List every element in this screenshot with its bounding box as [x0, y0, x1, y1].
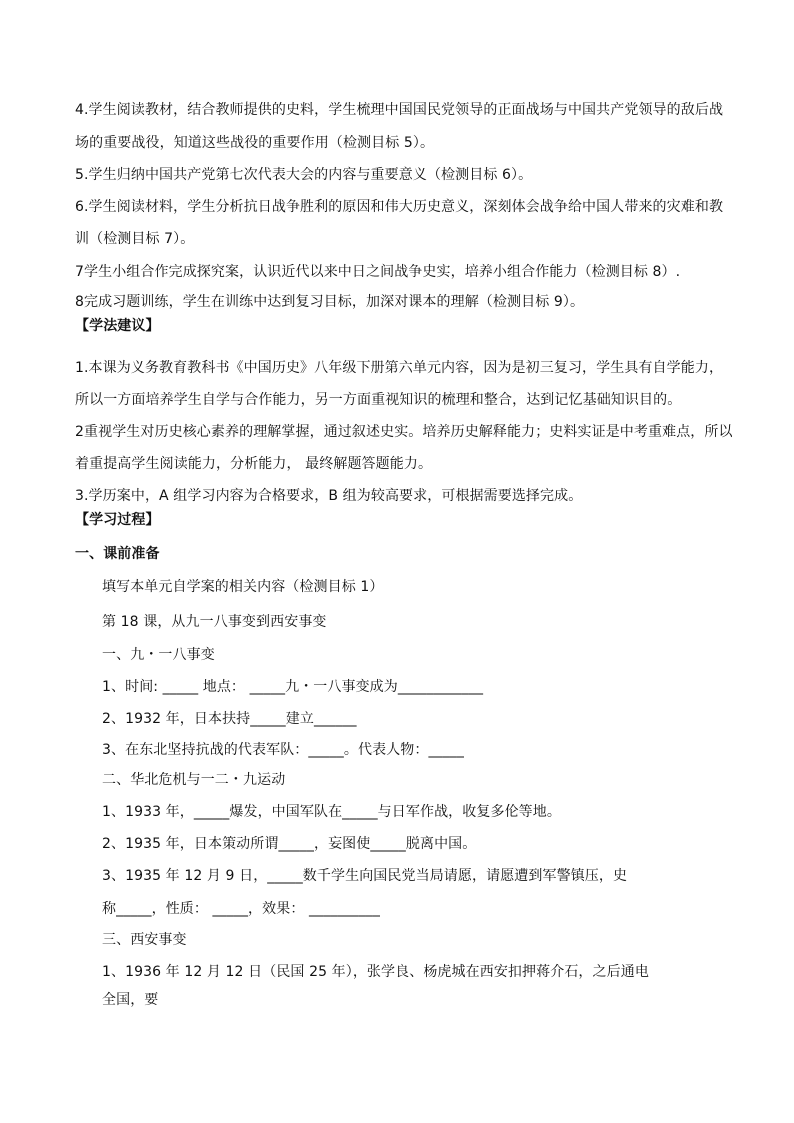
part-1-question-1: 1、时间: _____ 地点： _____九・一八事变成为____________	[102, 679, 484, 695]
method-1-line-2: 所以一方面培养学生自学与合作能力，另一方面重视知识的梳理和整合，达到记忆基础知识目的。	[75, 392, 682, 408]
objective-7: 7学生小组合作完成探究案，认识近代以来中日之间战争史实，培养小组合作能力（检测目标 8）.	[75, 264, 681, 280]
part-2-question-3-line-1: 3、1935 年 12 月 9 日，_____数千学生向国民党当局请愿，请愿遭到军警镇压，史	[102, 868, 628, 884]
method-heading: 【学法建议】	[75, 318, 160, 334]
method-1-line-1: 1.本课为义务教育教科书《中国历史》八年级下册第六单元内容，因为是初三复习，学生具有自学能力，	[75, 360, 724, 376]
objective-8: 8完成习题训练，学生在训练中达到复习目标，加深对课本的理解（检测目标 9）。	[75, 294, 585, 310]
process-heading: 【学习过程】	[75, 512, 160, 528]
objective-6-line-1: 6.学生阅读材料，学生分析抗日战争胜利的原因和伟大历史意义，深刻体会战争给中国人带来的灾难和教	[75, 199, 724, 215]
lesson-title: 第 18 课，从九一八事变到西安事变	[102, 614, 327, 630]
part-3-question-1-line-1: 1、1936 年 12 月 12 日（民国 25 年），张学良、杨虎城在西安扣押蒋介石，之后通电	[102, 964, 649, 980]
method-3: 3.学历案中，A 组学习内容为合格要求，B 组为较高要求，可根据需要选择完成。	[75, 488, 583, 504]
objective-5: 5.学生归纳中国共产党第七次代表大会的内容与重要意义（检测目标 6）。	[75, 167, 533, 183]
part-1-question-2: 2、1932 年，日本扶持_____建立______	[102, 711, 357, 727]
part-2-title: 二、华北危机与一二・九运动	[102, 772, 286, 788]
intro-line: 填写本单元自学案的相关内容（检测目标 1）	[102, 579, 384, 595]
part-2-question-3-line-2: 称_____，性质： _____，效果： __________	[102, 901, 380, 917]
part-1-title: 一、九・一八事变	[102, 647, 215, 663]
part-1-question-3: 3、在东北坚持抗战的代表军队：_____。代表人物：_____	[102, 742, 465, 758]
part-3-title: 三、西安事变	[102, 932, 187, 948]
part-2-question-1: 1、1933 年，_____爆发，中国军队在_____与日军作战，收复多伦等地。	[102, 804, 561, 820]
part-3-question-1-line-2: 全国，要	[102, 992, 159, 1008]
objective-4-line-2: 场的重要战役，知道这些战役的重要作用（检测目标 5）。	[75, 135, 435, 151]
part-2-question-2: 2、1935 年，日本策动所谓_____，妄图使_____脱离中国。	[102, 836, 477, 852]
method-2-line-2: 着重提高学生阅读能力，分析能力， 最终解题答题能力。	[75, 456, 433, 472]
method-2-line-1: 2重视学生对历史核心素养的理解掌握，通过叙述史实。培养历史解释能力；史料实证是中考重难点，所以	[75, 424, 733, 440]
objective-4-line-1: 4.学生阅读教材，结合教师提供的史料，学生梳理中国国民党领导的正面战场与中国共产党领导的敌后战	[75, 102, 724, 118]
section-1-title: 一、课前准备	[75, 546, 160, 562]
objective-6-line-2: 训（检测目标 7）。	[75, 231, 195, 247]
